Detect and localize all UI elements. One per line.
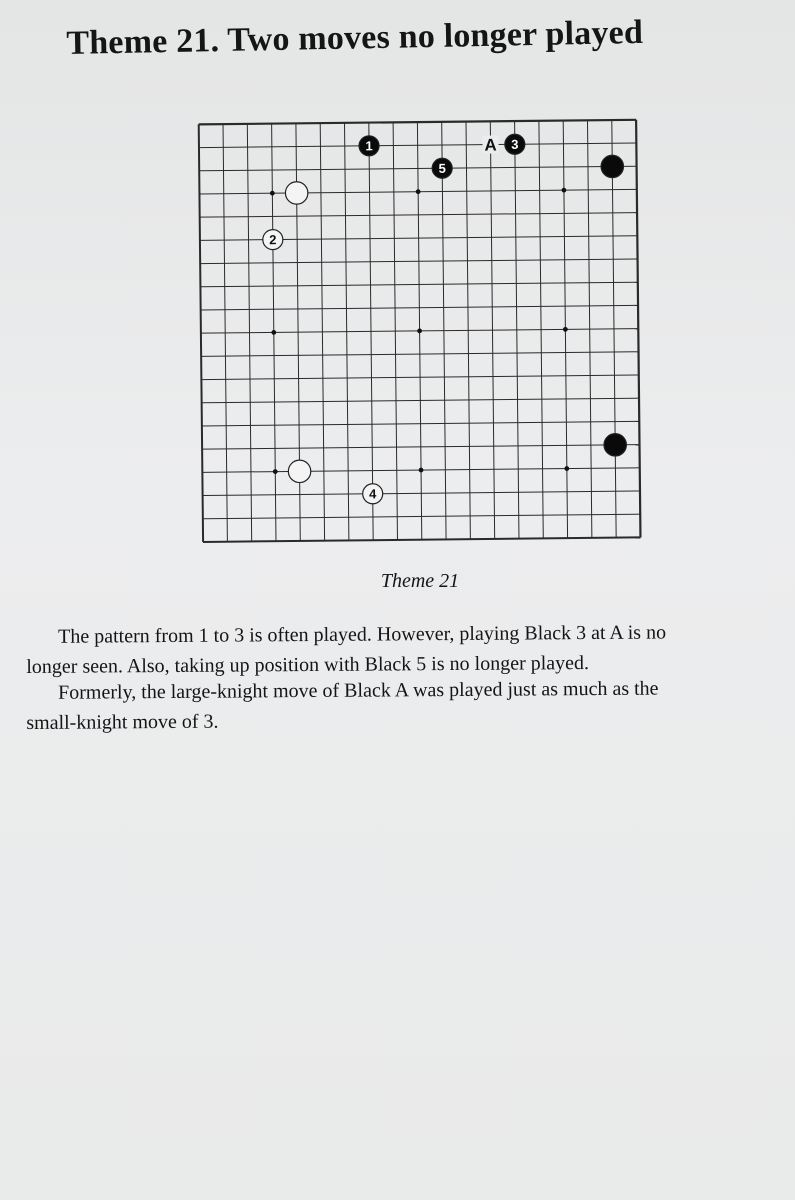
marker-a xyxy=(482,135,498,154)
go-board xyxy=(195,116,660,567)
move-number: 5 xyxy=(438,160,446,176)
star-point xyxy=(416,189,421,194)
move-number: 3 xyxy=(511,136,519,152)
white-stone-4 xyxy=(363,484,383,504)
star-point xyxy=(563,327,568,332)
white-stone-2 xyxy=(263,230,283,250)
go-diagram xyxy=(195,116,660,567)
paragraph-1 xyxy=(26,617,766,682)
star-point xyxy=(564,466,569,471)
paragraph-2-line-2: small-knight move of 3. xyxy=(26,710,219,734)
white-stone xyxy=(288,460,311,483)
marker-a-label: A xyxy=(484,135,497,155)
star-point xyxy=(270,191,275,196)
stones xyxy=(262,133,627,505)
black-stone-1 xyxy=(359,136,379,156)
black-stone-5 xyxy=(432,158,452,178)
stone-disc xyxy=(601,155,624,178)
stone-disc xyxy=(604,434,627,457)
star-points xyxy=(270,188,569,474)
stone-disc xyxy=(285,182,308,205)
paragraph-2-line-1: Formerly, the large-knight move of Black A was played just as much as the xyxy=(58,677,659,704)
move-number: 1 xyxy=(365,138,373,154)
star-point xyxy=(271,330,276,335)
black-stone xyxy=(604,434,627,457)
paragraph-2 xyxy=(26,673,766,738)
star-point xyxy=(273,469,278,474)
page-title: Theme 21. Two moves no longer played xyxy=(66,13,644,62)
white-stone xyxy=(285,182,308,205)
black-stone-3 xyxy=(505,134,525,154)
paragraph-1-line-1: The pattern from 1 to 3 is often played. However, playing Black 3 at A is no xyxy=(58,621,667,648)
move-number: 4 xyxy=(369,486,377,502)
star-point xyxy=(562,188,567,193)
move-number: 2 xyxy=(269,232,277,248)
paragraph-1-line-2: longer seen. Also, taking up position with Black 5 is no longer played. xyxy=(26,652,590,678)
star-point xyxy=(419,468,424,473)
stone-disc xyxy=(288,460,311,483)
black-stone xyxy=(601,155,624,178)
star-point xyxy=(417,328,422,333)
diagram-caption: Theme 21 xyxy=(380,570,460,592)
